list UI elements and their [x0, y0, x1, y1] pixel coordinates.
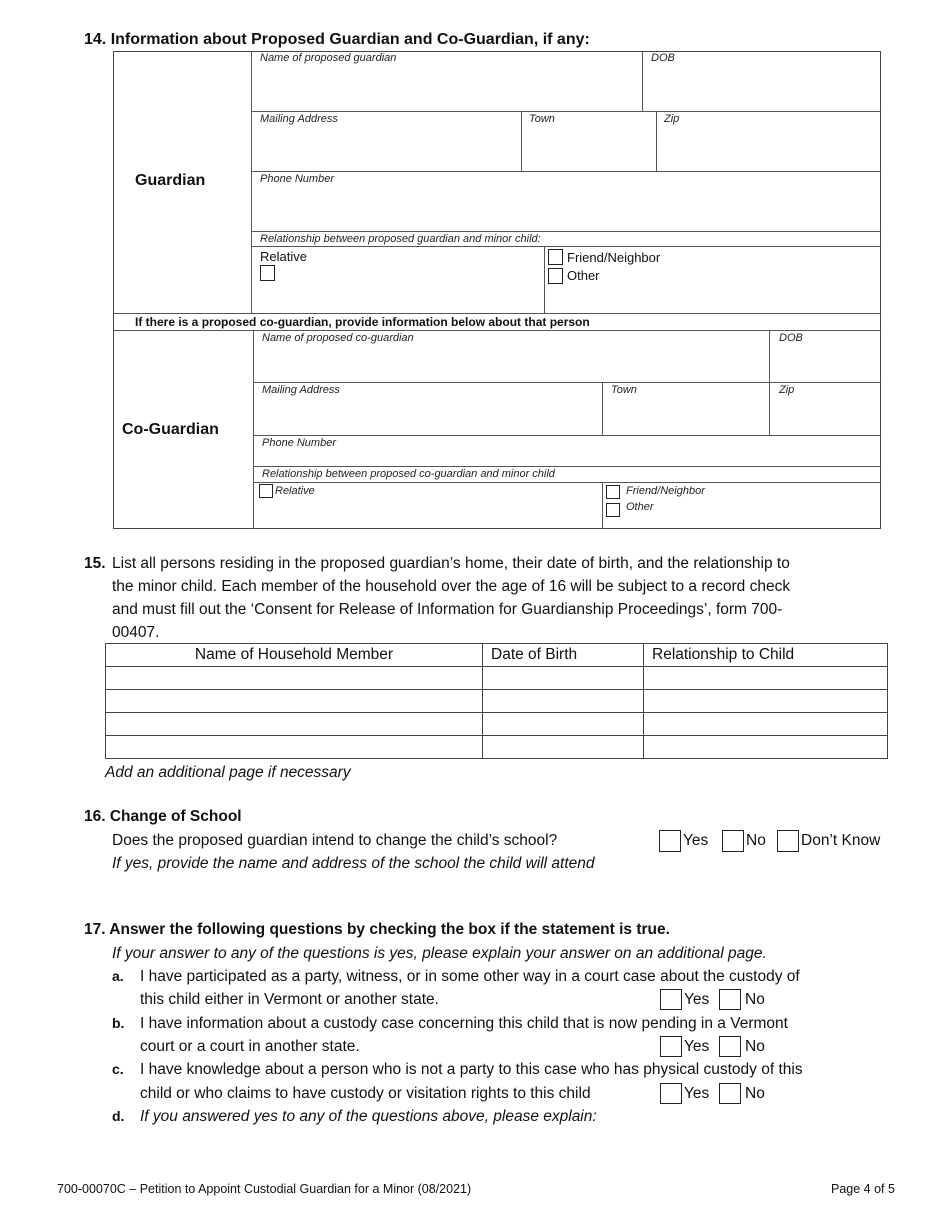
household-dob-cell[interactable] [483, 736, 644, 759]
household-header-dob: Date of Birth [483, 644, 644, 667]
q-c-yes-checkbox[interactable] [660, 1083, 682, 1104]
household-name-cell[interactable] [106, 667, 483, 690]
footer-form-id: 700-00070C – Petition to Appoint Custodial Guardian for a Minor (08/2021) [57, 1182, 472, 1196]
q-c-line1: I have knowledge about a person who is not a party to this case who has physical custody of this [140, 1061, 803, 1078]
section-15-line: 00407. [112, 624, 160, 641]
guardian-town-label: Town [529, 113, 555, 125]
q-a-line2: this child either in Vermont or another state. [140, 991, 439, 1008]
section-16-followup: If yes, provide the name and address of the school the child will attend [112, 855, 595, 872]
guardian-relative-checkbox[interactable] [260, 265, 275, 281]
coguardian-row-label: Co-Guardian [122, 421, 219, 438]
coguardian-dob-label: DOB [779, 332, 803, 344]
q-b-no-label: No [745, 1038, 765, 1055]
coguardian-town-field[interactable] [603, 383, 768, 435]
guardian-friend-checkbox[interactable] [548, 249, 563, 265]
q-a-yes-checkbox[interactable] [660, 989, 682, 1010]
coguardian-note: If there is a proposed co-guardian, provide information below about that person [135, 315, 590, 329]
school-yes-checkbox[interactable] [659, 830, 681, 852]
q-b-no-checkbox[interactable] [719, 1036, 741, 1057]
q-c-letter: c. [112, 1061, 124, 1077]
guardian-dob-label: DOB [651, 52, 675, 64]
table-row [106, 690, 888, 713]
school-yes-label: Yes [683, 832, 709, 849]
q-a-no-checkbox[interactable] [719, 989, 741, 1010]
table-row [106, 667, 888, 690]
guardian-dob-field[interactable] [643, 52, 880, 110]
household-note: Add an additional page if necessary [105, 764, 351, 781]
guardian-other-label: Other [567, 268, 600, 283]
school-dont-know-checkbox[interactable] [777, 830, 799, 852]
guardian-mailing-field[interactable] [252, 112, 520, 170]
section-17-instruction: If your answer to any of the questions is yes, please explain your answer on an additional page. [112, 945, 767, 962]
coguardian-name-field[interactable] [254, 331, 769, 382]
coguardian-relative-checkbox[interactable] [259, 484, 273, 498]
q-c-line2: child or who claims to have custody or visitation rights to this child [140, 1085, 591, 1102]
q-c-no-label: No [745, 1085, 765, 1102]
coguardian-zip-label: Zip [779, 384, 795, 396]
q-c-no-checkbox[interactable] [719, 1083, 741, 1104]
q-b-yes-checkbox[interactable] [660, 1036, 682, 1057]
table-row [106, 736, 888, 759]
guardian-relative-label: Relative [260, 249, 307, 264]
q-b-letter: b. [112, 1015, 125, 1031]
q-a-no-label: No [745, 991, 765, 1008]
q-a-yes-label: Yes [684, 991, 710, 1008]
household-name-cell[interactable] [106, 690, 483, 713]
household-dob-cell[interactable] [483, 667, 644, 690]
guardian-zip-label: Zip [664, 113, 680, 125]
coguardian-friend-checkbox[interactable] [606, 485, 620, 499]
q-b-line2: court or a court in another state. [140, 1038, 360, 1055]
household-name-cell[interactable] [106, 713, 483, 736]
coguardian-relative-label: Relative [275, 485, 315, 497]
household-header-relationship: Relationship to Child [644, 644, 888, 667]
coguardian-other-label: Other [626, 501, 654, 513]
section-15-line: the minor child. Each member of the household over the age of 16 will be subject to a record check [112, 578, 791, 595]
coguardian-zip-field[interactable] [770, 383, 880, 435]
guardian-name-label: Name of proposed guardian [260, 52, 397, 64]
q-d-letter: d. [112, 1108, 125, 1124]
q-b-yes-label: Yes [684, 1038, 710, 1055]
guardian-relationship-label: Relationship between proposed guardian and minor child: [260, 233, 541, 245]
section-14-heading: 14. Information about Proposed Guardian and Co-Guardian, if any: [84, 31, 590, 48]
section-15-text [112, 552, 892, 644]
coguardian-friend-label: Friend/Neighbor [626, 485, 705, 497]
section-16-question: Does the proposed guardian intend to change the child’s school? [112, 832, 558, 849]
school-no-checkbox[interactable] [722, 830, 744, 852]
q-a-line1: I have participated as a party, witness, or in some other way in a court case about the custody of [140, 968, 800, 985]
section-15-line: and must fill out the ‘Consent for Release of Information for Guardianship Proceedings’, form 700- [112, 601, 783, 618]
school-no-label: No [746, 832, 766, 849]
section-15-number: 15. [84, 555, 106, 572]
household-relationship-cell[interactable] [644, 667, 888, 690]
table-row [106, 713, 888, 736]
q-c-yes-label: Yes [684, 1085, 710, 1102]
guardian-phone-field[interactable] [252, 172, 880, 230]
q-d-line1: If you answered yes to any of the questions above, please explain: [140, 1108, 597, 1125]
coguardian-dob-field[interactable] [770, 331, 880, 382]
guardian-other-checkbox[interactable] [548, 268, 563, 284]
household-header-row [106, 644, 888, 667]
section-17-heading: 17. Answer the following questions by checking the box if the statement is true. [84, 921, 670, 938]
coguardian-phone-label: Phone Number [262, 437, 336, 449]
household-dob-cell[interactable] [483, 690, 644, 713]
household-relationship-cell[interactable] [644, 736, 888, 759]
coguardian-mailing-label: Mailing Address [262, 384, 340, 396]
guardian-zip-field[interactable] [657, 112, 880, 170]
school-dont-know-label: Don’t Know [801, 832, 881, 849]
coguardian-other-checkbox[interactable] [606, 503, 620, 517]
q-a-letter: a. [112, 968, 124, 984]
household-dob-cell[interactable] [483, 713, 644, 736]
household-table [105, 643, 888, 759]
coguardian-relationship-label: Relationship between proposed co-guardian and minor child [262, 468, 555, 480]
footer-page-number: Page 4 of 5 [831, 1182, 895, 1196]
guardian-row-label: Guardian [135, 172, 206, 189]
guardian-phone-label: Phone Number [260, 173, 334, 185]
household-relationship-cell[interactable] [644, 713, 888, 736]
guardian-name-field[interactable] [252, 52, 642, 110]
guardian-friend-label: Friend/Neighbor [567, 250, 661, 265]
household-name-cell[interactable] [106, 736, 483, 759]
q-b-line1: I have information about a custody case concerning this child that is now pending in a Vermont [140, 1015, 788, 1032]
section-15-line: List all persons residing in the proposed guardian’s home, their date of birth, and the relationship to [112, 555, 790, 572]
coguardian-town-label: Town [611, 384, 637, 396]
section-16-heading: 16. Change of School [84, 808, 242, 825]
household-header-name: Name of Household Member [106, 644, 483, 667]
household-relationship-cell[interactable] [644, 690, 888, 713]
coguardian-name-label: Name of proposed co-guardian [262, 332, 414, 344]
coguardian-mailing-field[interactable] [254, 383, 601, 435]
guardian-town-field[interactable] [522, 112, 656, 170]
coguardian-phone-field[interactable] [254, 436, 880, 465]
guardian-mailing-label: Mailing Address [260, 113, 338, 125]
